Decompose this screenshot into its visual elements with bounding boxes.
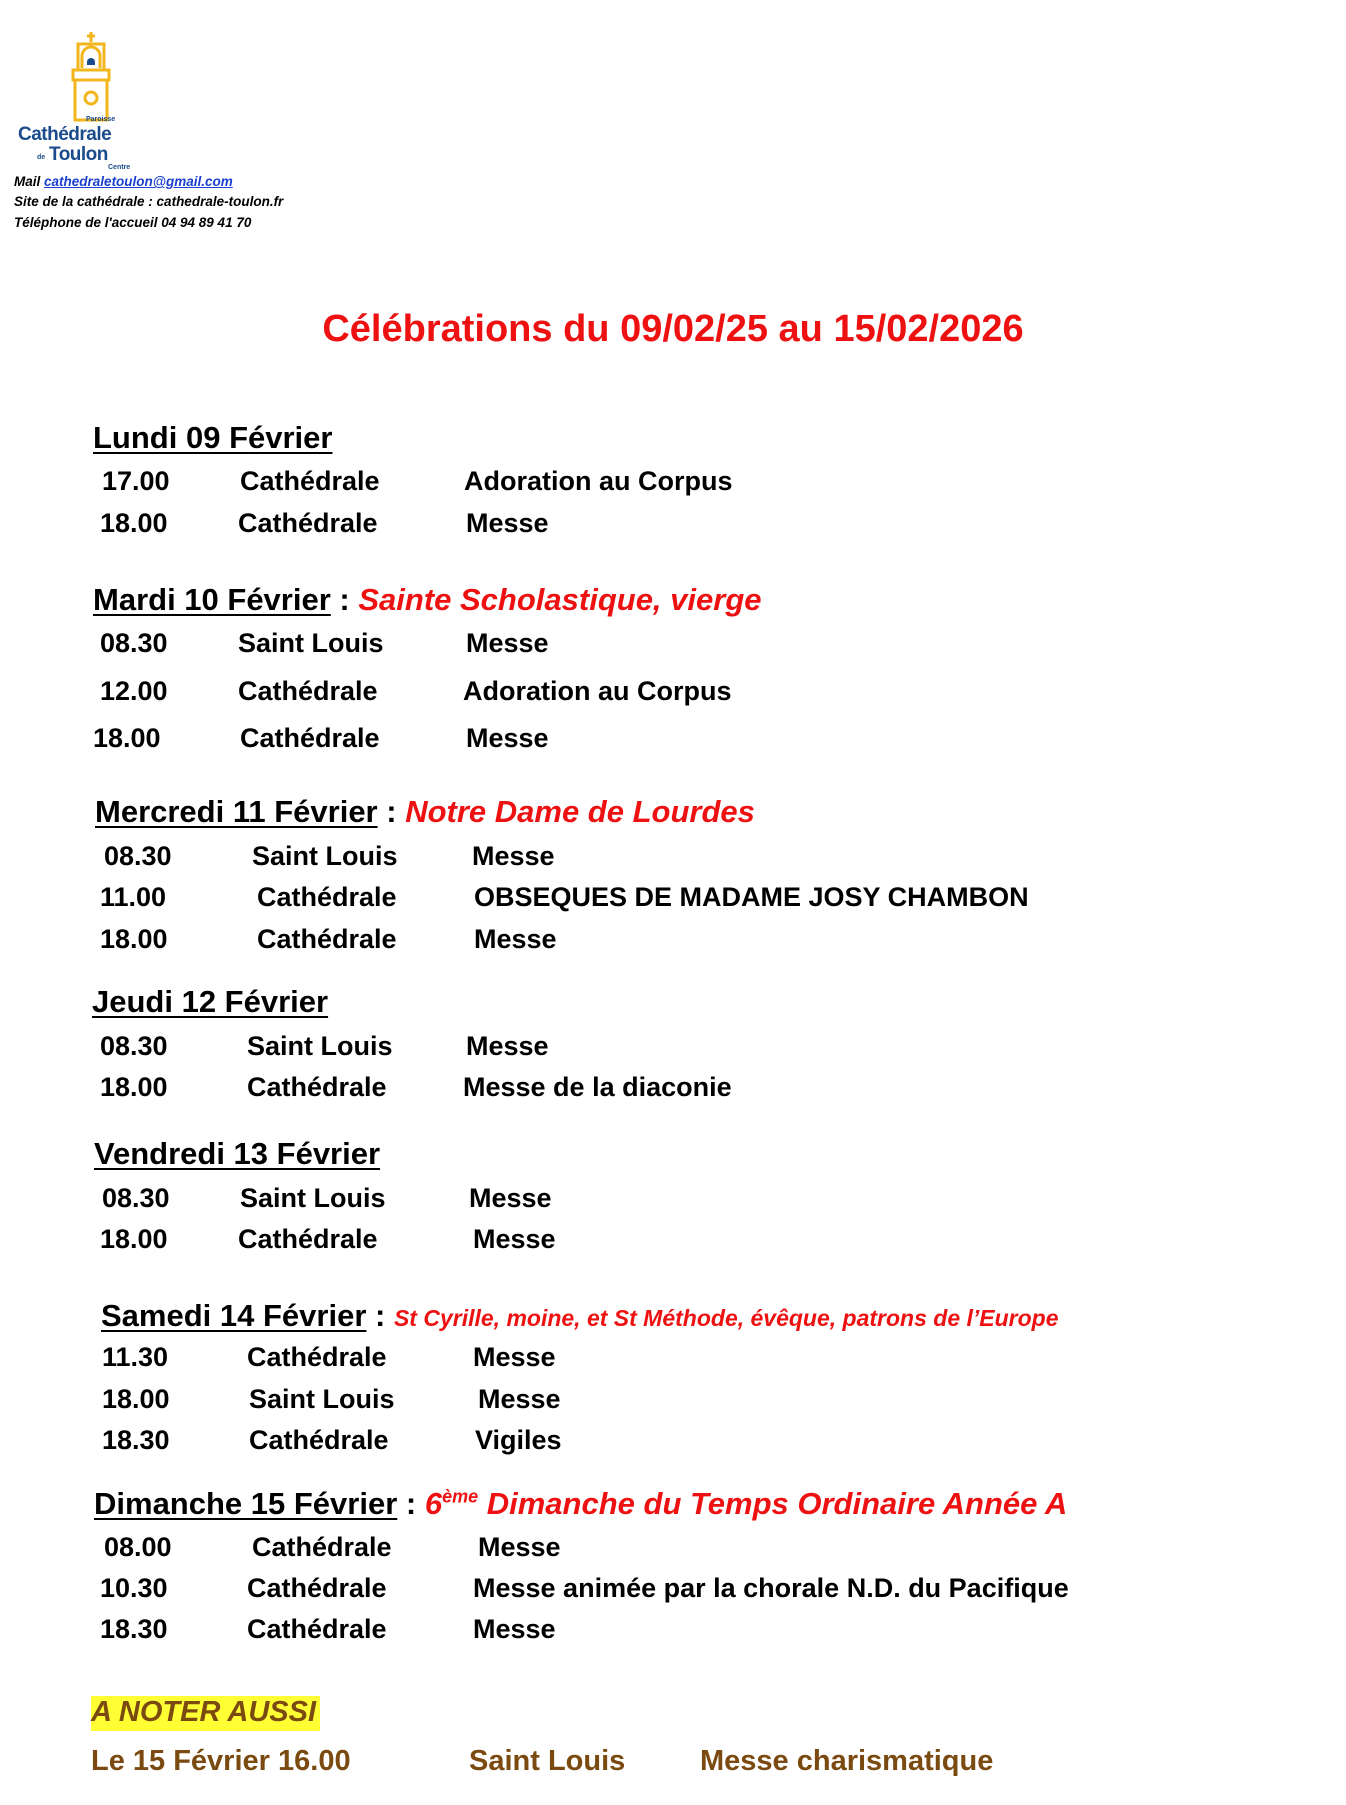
place: Saint Louis [240,1183,386,1213]
time: 08.30 [102,1183,170,1213]
event: Vigiles [475,1425,562,1455]
event: Messe [473,1614,556,1644]
event: Messe [466,628,549,658]
event: Adoration au Corpus [463,676,732,706]
note-place: Saint Louis [469,1745,626,1777]
event: Messe [466,1031,549,1061]
event: Messe [466,508,549,538]
day-name: Dimanche 15 Février [94,1486,398,1521]
day-heading [95,794,755,830]
event: Messe [473,1224,556,1254]
contact-site: Site de la cathédrale : cathedrale-toulon.fr [14,194,284,209]
logo-de: de [37,154,46,161]
place: Cathédrale [247,1072,387,1102]
place: Saint Louis [249,1384,395,1414]
place: Cathédrale [240,466,380,496]
event: Messe de la diaconie [463,1072,732,1102]
time: 08.30 [104,841,172,871]
feast-name: St Cyrille, moine, et St Méthode, évêque, patrons de l’Europe [393,1305,1059,1331]
place: Cathédrale [247,1342,387,1372]
day-heading [94,1486,1067,1522]
time: 18.30 [100,1614,168,1644]
day-heading [101,1298,1059,1334]
time: 11.00 [100,882,167,912]
event: OBSEQUES DE MADAME JOSY CHAMBON [474,882,1029,912]
time: 11.30 [102,1342,169,1372]
feast-name [425,1486,1067,1521]
day-name: Samedi 14 Février [101,1298,367,1333]
place: Cathédrale [257,924,397,954]
logo-line-1: Cathédrale [18,124,112,145]
place: Saint Louis [238,628,384,658]
place: Cathédrale [238,508,378,538]
place: Cathédrale [257,882,397,912]
event: Messe animée par la chorale N.D. du Pacifique [473,1573,1069,1603]
note-heading: A NOTER AUSSI [91,1696,320,1731]
place: Cathédrale [240,723,380,753]
event: Messe [473,1342,556,1372]
time: 12.00 [100,676,168,706]
day-heading [93,582,762,618]
place: Cathédrale [238,1224,378,1254]
note-event: Messe charismatique [700,1745,994,1777]
day-name: Mercredi 11 Février [95,794,378,829]
day-name: Jeudi 12 Février [92,984,329,1019]
logo-centre: Centre [108,164,131,171]
place: Cathédrale [249,1425,389,1455]
time: 17.00 [102,466,170,496]
event: Messe [472,841,555,871]
time: 18.00 [102,1384,170,1414]
contact-phone: Téléphone de l'accueil 04 94 89 41 70 [14,215,252,230]
time: 08.00 [104,1532,172,1562]
event: Adoration au Corpus [464,466,733,496]
time: 18.30 [102,1425,170,1455]
event: Messe [478,1532,561,1562]
time: 18.00 [100,1072,168,1102]
time: 18.00 [93,723,161,753]
day-name: Vendredi 13 Février [94,1136,381,1171]
logo-line-2: Toulon [49,144,108,165]
event: Messe [469,1183,552,1213]
day-heading [94,1136,380,1172]
feast-name: Sainte Scholastique, vierge [358,582,762,617]
day-name: Lundi 09 Février [93,420,333,455]
feast-number: 6 [424,1486,443,1521]
time: 18.00 [100,1224,168,1254]
day-name: Mardi 10 Février [93,582,331,617]
day-heading [92,984,328,1020]
event: Messe [466,723,549,753]
parish-logo [18,30,131,171]
time: 18.00 [100,924,168,954]
mail-link[interactable]: cathedraletoulon@gmail.com [44,174,233,189]
place: Saint Louis [252,841,398,871]
colon: : [339,582,359,617]
colon: : [375,1298,394,1333]
place: Cathédrale [252,1532,392,1562]
mail-label: Mail [14,174,41,189]
note-date: Le 15 Février 16.00 [91,1745,351,1777]
page-title: Célébrations du 09/02/25 au 15/02/2026 [322,308,1024,350]
time: 10.30 [100,1573,168,1603]
contact-mail [14,174,233,189]
place: Cathédrale [247,1614,387,1644]
time: 08.30 [100,628,168,658]
colon: : [405,1486,425,1521]
day-heading [93,420,332,456]
logo-paroisse: Paroisse [86,116,116,123]
bell-tower-icon [66,30,116,122]
colon: : [386,794,406,829]
time: 08.30 [100,1031,168,1061]
event: Messe [478,1384,561,1414]
feast-name: Notre Dame de Lourdes [405,794,755,829]
time: 18.00 [100,508,168,538]
place: Cathédrale [247,1573,387,1603]
event: Messe [474,924,557,954]
place: Cathédrale [238,676,378,706]
place: Saint Louis [247,1031,393,1061]
feast-ordinal: ème [442,1486,479,1507]
feast-text: Dimanche du Temps Ordinaire Année A [486,1486,1068,1521]
